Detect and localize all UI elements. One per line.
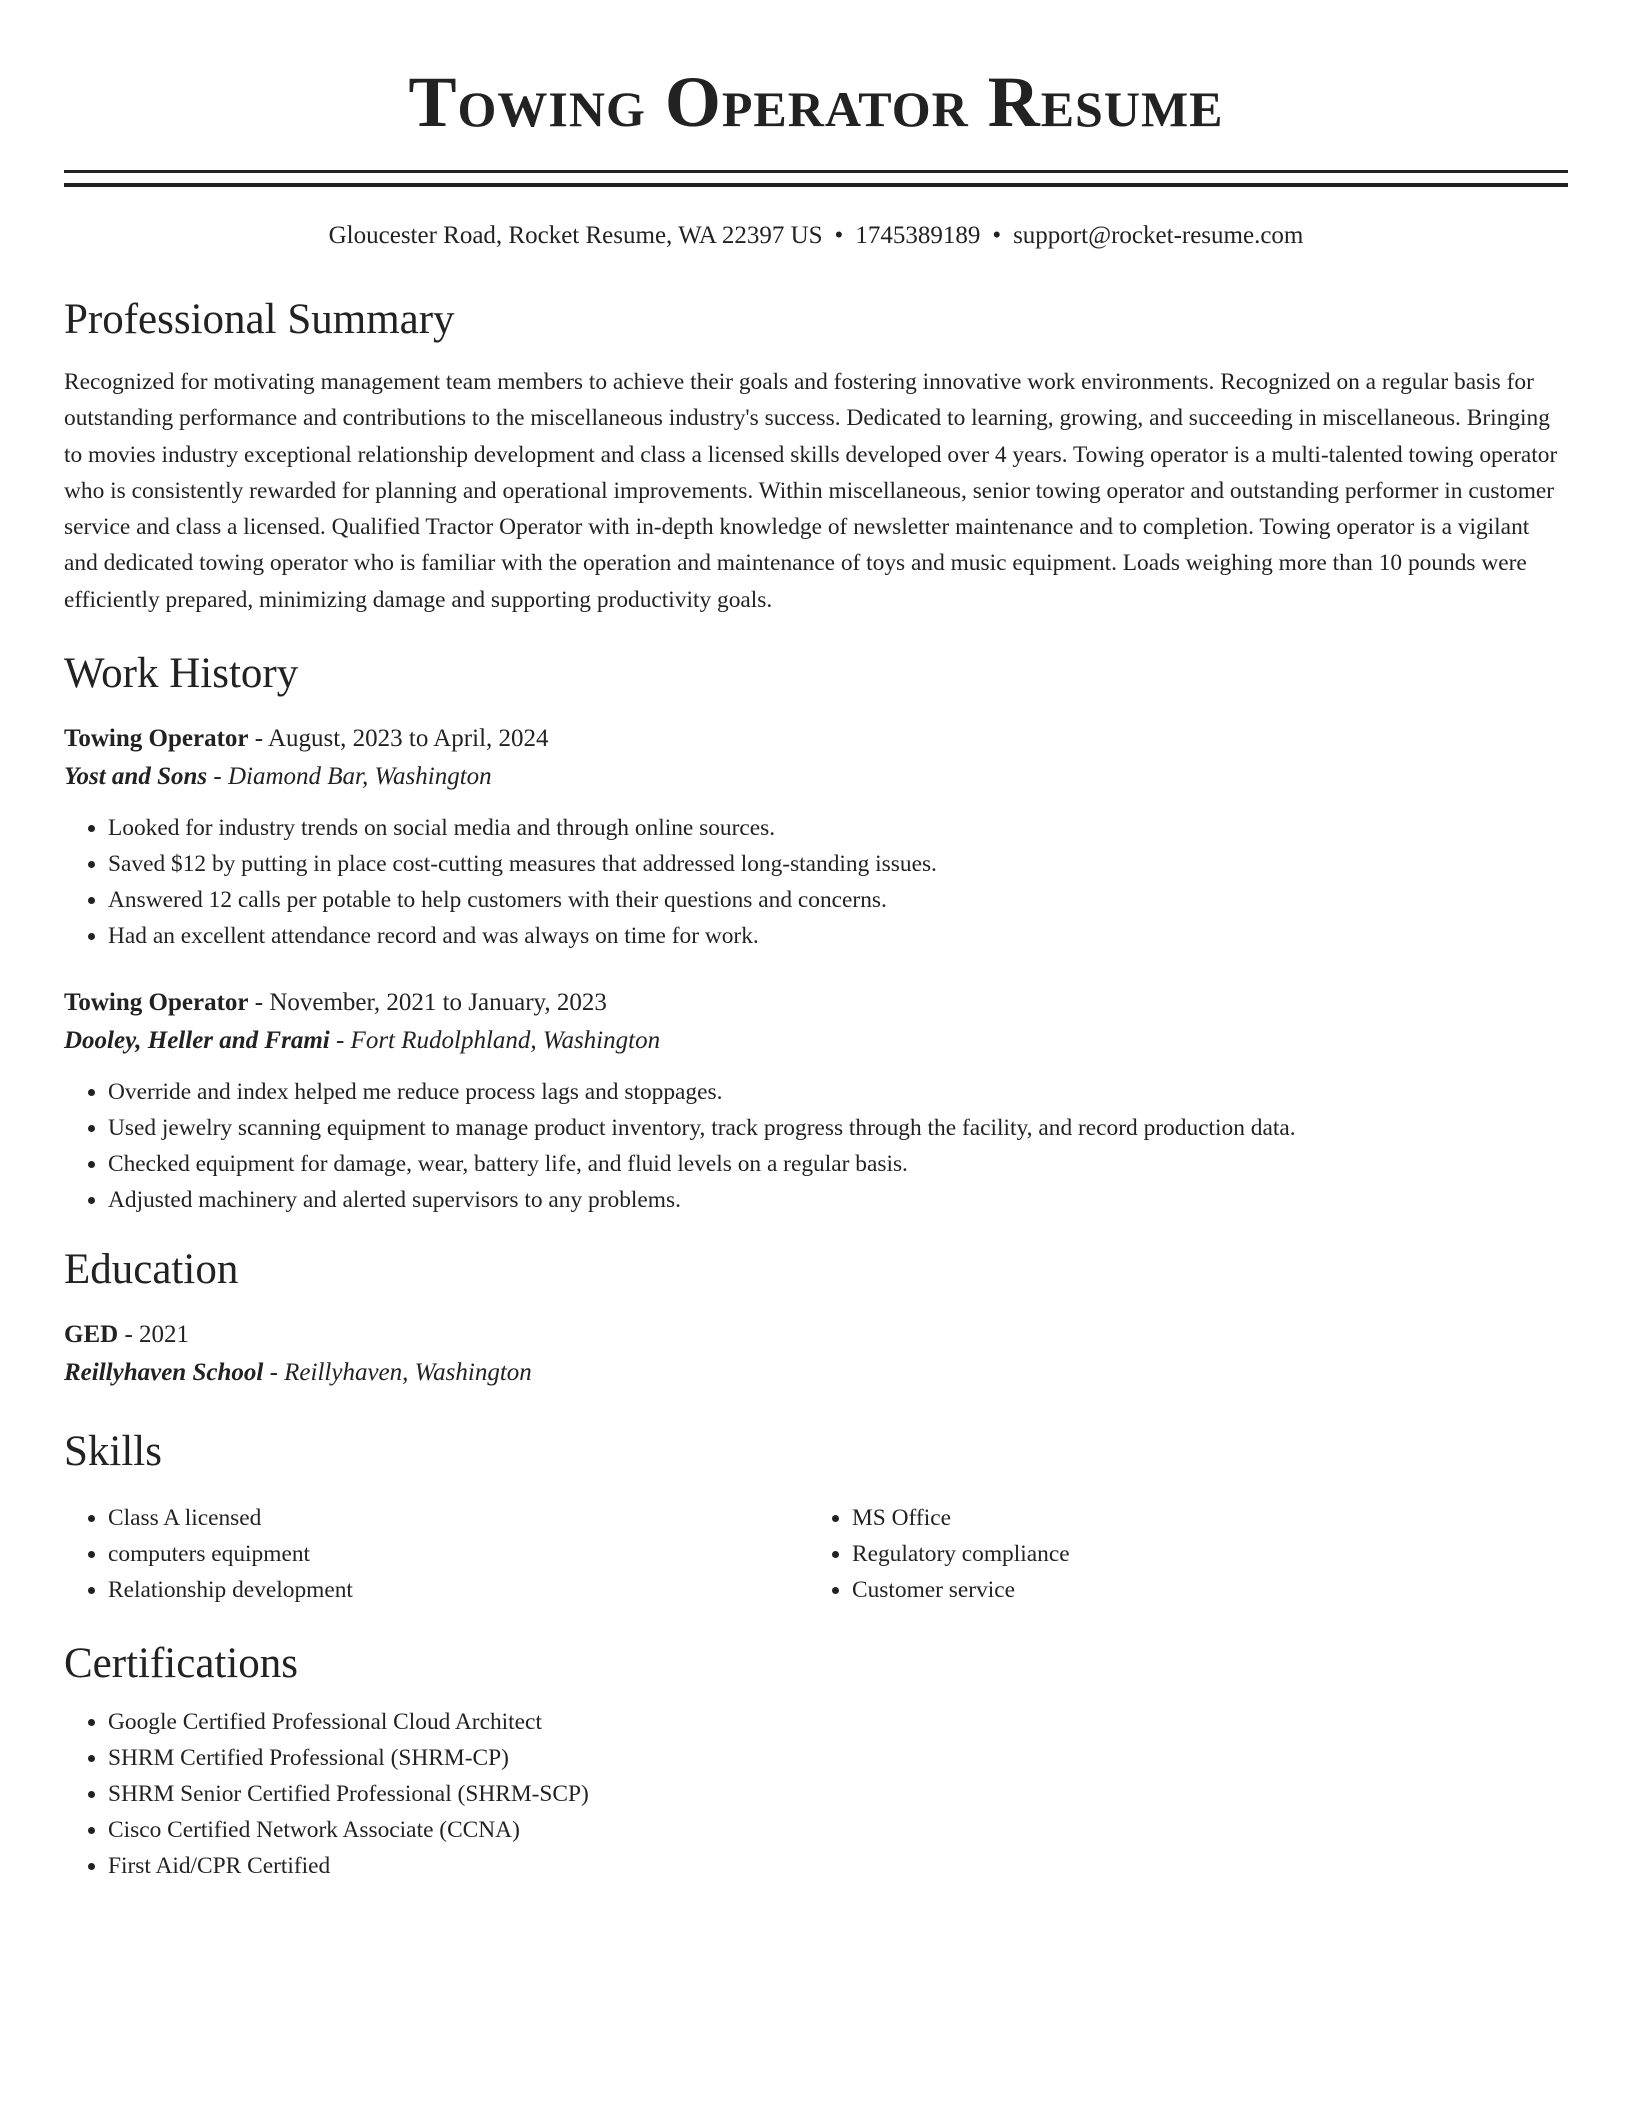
degree: GED — [64, 1321, 119, 1349]
summary-heading: Professional Summary — [64, 296, 455, 343]
work-history-section — [64, 648, 1568, 1218]
job-bullet: • Answered 12 calls per potable to help customers with their questions and concerns. — [108, 882, 1568, 918]
job-dates: - November, 2021 to January, 2023 — [248, 989, 607, 1017]
skill-item: • Customer service — [852, 1572, 1552, 1608]
education-heading: Education — [64, 1246, 239, 1294]
job-bullet: • Looked for industry trends on social media and through online sources. — [108, 810, 1568, 846]
contact-address: Gloucester Road, Rocket Resume, WA 22397 US — [328, 222, 823, 249]
contact-line — [64, 220, 1568, 252]
certifications-list — [64, 1704, 1568, 1884]
certification-item: • SHRM Certified Professional (SHRM-CP) — [108, 1740, 1568, 1776]
certification-item: • SHRM Senior Certified Professional (SHRM-SCP) — [108, 1776, 1568, 1812]
job-bullets — [64, 810, 1568, 954]
job-bullet: • Saved $12 by putting in place cost-cutting measures that addressed long-standing issues. — [108, 846, 1568, 882]
job-bullet: • Adjusted machinery and alerted supervisors to any problems. — [108, 1182, 1568, 1218]
certifications-heading: Certifications — [64, 1640, 299, 1688]
resume-title: Towing Operator Resume — [408, 62, 1224, 142]
skill-item: • Regulatory compliance — [852, 1536, 1552, 1572]
education-section — [64, 1244, 1568, 1392]
job-entry — [64, 984, 1568, 1218]
certification-item: • Google Certified Professional Cloud Architect — [108, 1704, 1568, 1740]
degree-line — [64, 1316, 1568, 1354]
summary-text: Recognized for motivating management team members to achieve their goals and fostering innovative work environments. Recognized on a regular basis for outstanding performance and contributions to the miscellaneous industry's success. Dedicated to learning, growing, and succeeding in miscellaneous. Bringing to movies industry exceptional relationship development and class a licensed skills developed over 4 years. Towing operator is a multi-talented towing operator who is consistently rewarded for planning and operational improvements. Within miscellaneous, senior towing operator and outstanding performer in customer service and class a licensed. Qualified Tractor Operator with in-depth knowledge of newsletter maintenance and to completion. Towing operator is a vigilant and dedicated towing operator who is familiar with the operation and maintenance of toys and music equipment. Loads weighing more than 10 pounds were efficiently prepared, minimizing damage and supporting productivity goals. — [64, 369, 1558, 613]
certifications-section — [64, 1638, 1568, 1884]
skills-section — [64, 1426, 1568, 1608]
job-company: Dooley, Heller and Frami — [64, 1027, 330, 1055]
certification-item: • First Aid/CPR Certified — [108, 1848, 1568, 1884]
job-bullet: • Override and index helped me reduce process lags and stoppages. — [108, 1074, 1568, 1110]
school-name: Reillyhaven School — [64, 1359, 264, 1387]
skill-item: • Relationship development — [108, 1572, 808, 1608]
job-dates: - August, 2023 to April, 2024 — [248, 725, 549, 753]
graduation-year: - 2021 — [118, 1321, 190, 1349]
job-bullet: • Checked equipment for damage, wear, battery life, and fluid levels on a regular basis. — [108, 1146, 1568, 1182]
job-bullet: • Used jewelry scanning equipment to manage product inventory, track progress through the facility, and record production data. — [108, 1110, 1568, 1146]
job-title: Towing Operator — [64, 989, 249, 1017]
job-location: - Fort Rudolphland, Washington — [329, 1027, 661, 1055]
resume-page — [64, 0, 1568, 1884]
skills-grid — [64, 1500, 1568, 1608]
school-location: - Reillyhaven, Washington — [263, 1359, 532, 1387]
title-divider — [64, 170, 1568, 187]
certification-item: • Cisco Certified Network Associate (CCNA) — [108, 1812, 1568, 1848]
work-history-heading: Work History — [64, 650, 299, 698]
job-title: Towing Operator — [64, 725, 249, 753]
contact-separator: • — [834, 222, 844, 249]
education-entry — [64, 1316, 1568, 1392]
job-company-line — [64, 1022, 1568, 1060]
summary-section — [64, 294, 1568, 618]
skill-item: • MS Office — [852, 1500, 1552, 1536]
job-company: Yost and Sons — [64, 763, 208, 791]
skills-heading: Skills — [64, 1428, 162, 1476]
job-title-line — [64, 720, 1568, 758]
skills-column-left — [64, 1500, 808, 1608]
job-company-line — [64, 758, 1568, 796]
job-location: - Diamond Bar, Washington — [207, 763, 492, 791]
job-bullet: • Had an excellent attendance record and was always on time for work. — [108, 918, 1568, 954]
contact-separator: • — [992, 222, 1002, 249]
contact-email: support@rocket-resume.com — [1013, 222, 1304, 249]
school-line — [64, 1354, 1568, 1392]
contact-phone: 1745389189 — [855, 222, 981, 249]
job-bullets — [64, 1074, 1568, 1218]
job-title-line — [64, 984, 1568, 1022]
skill-item: • computers equipment — [108, 1536, 808, 1572]
skills-column-right — [808, 1500, 1552, 1608]
job-entry — [64, 720, 1568, 954]
skill-item: • Class A licensed — [108, 1500, 808, 1536]
